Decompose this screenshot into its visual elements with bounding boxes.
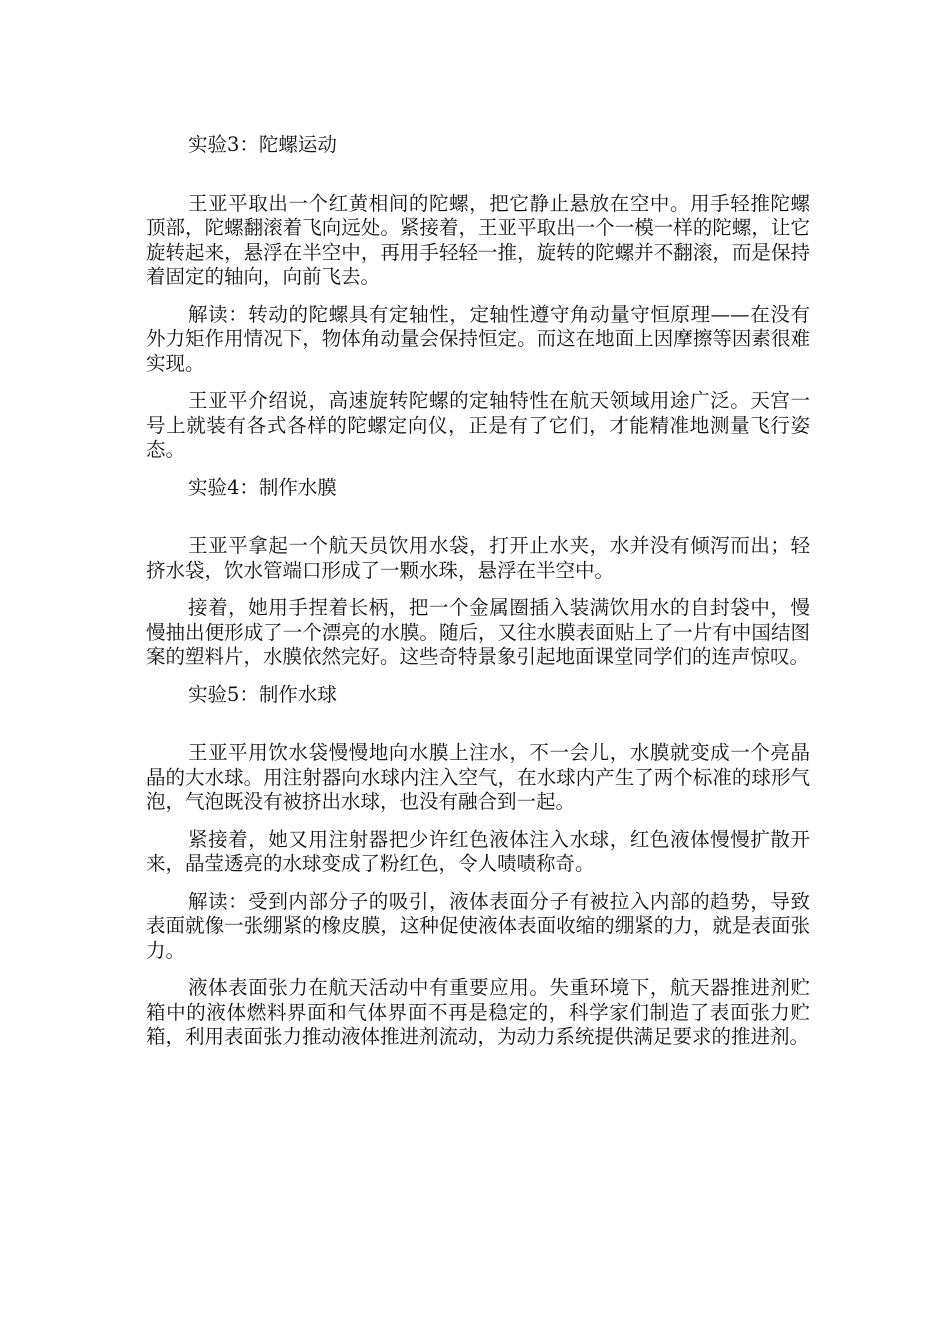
section-heading-experiment-5: 实验5：制作水球 [188,682,337,706]
paragraph-surface-tension-explanation: 解读：受到内部分子的吸引，液体表面分子有被拉入内部的趋势，导致表面就像一张绷紧的橡皮膜，这种促使液体表面收缩的绷紧的力，就是表面张力。 [146,889,810,962]
paragraph-water-drop: 王亚平拿起一个航天员饮用水袋，打开止水夹，水并没有倾泻而出；轻挤水袋，饮水管端口形成了一颗水珠，悬浮在半空中。 [146,534,810,582]
paragraph-surface-tension-application: 液体表面张力在航天活动中有重要应用。失重环境下，航天器推进剂贮箱中的液体燃料界面和气体界面不再是稳定的，科学家们制造了表面张力贮箱，利用表面张力推动液体推进剂流动，为动力系统提供满足要求的推进剂。 [146,976,810,1048]
paragraph-gyroscope-demo: 王亚平取出一个红黄相间的陀螺，把它静止悬放在空中。用手轻推陀螺顶部，陀螺翻滚着飞向远处。紧接着，王亚平取出一个一模一样的陀螺，让它旋转起来，悬浮在半空中，再用手轻轻一推，旋转的陀螺并不翻滚，而是保持着固定的轴向，向前飞去。 [146,191,810,288]
section-heading-experiment-4: 实验4：制作水膜 [188,475,337,499]
section-heading-experiment-3: 实验3：陀螺运动 [188,133,337,156]
paragraph-water-ball: 王亚平用饮水袋慢慢地向水膜上注水，不一会儿，水膜就变成一个亮晶晶的大水球。用注射器向水球内注入空气，在水球内产生了两个标准的球形气泡，气泡既没有被挤出水球，也没有融合到一起。 [146,741,810,813]
paragraph-water-film: 接着，她用手捏着长柄，把一个金属圈插入装满饮用水的自封袋中，慢慢抽出便形成了一个漂亮的水膜。随后，又往水膜表面贴上了一片有中国结图案的塑料片，水膜依然完好。这些奇特景象引起地面课堂同学们的连声惊叹。 [146,596,810,668]
paragraph-gyroscope-explanation: 解读：转动的陀螺具有定轴性，定轴性遵守角动量守恒原理——在没有外力矩作用情况下，物体角动量会保持恒定。而这在地面上因摩擦等因素很难实现。 [146,302,810,375]
paragraph-gyroscope-application: 王亚平介绍说，高速旋转陀螺的定轴特性在航天领域用途广泛。天宫一号上就装有各式各样的陀螺定向仪，正是有了它们，才能精准地测量飞行姿态。 [146,389,810,461]
document-body [146,133,810,1063]
paragraph-red-liquid: 紧接着，她又用注射器把少许红色液体注入水球，红色液体慢慢扩散开来，晶莹透亮的水球变成了粉红色，令人啧啧称奇。 [146,827,810,875]
